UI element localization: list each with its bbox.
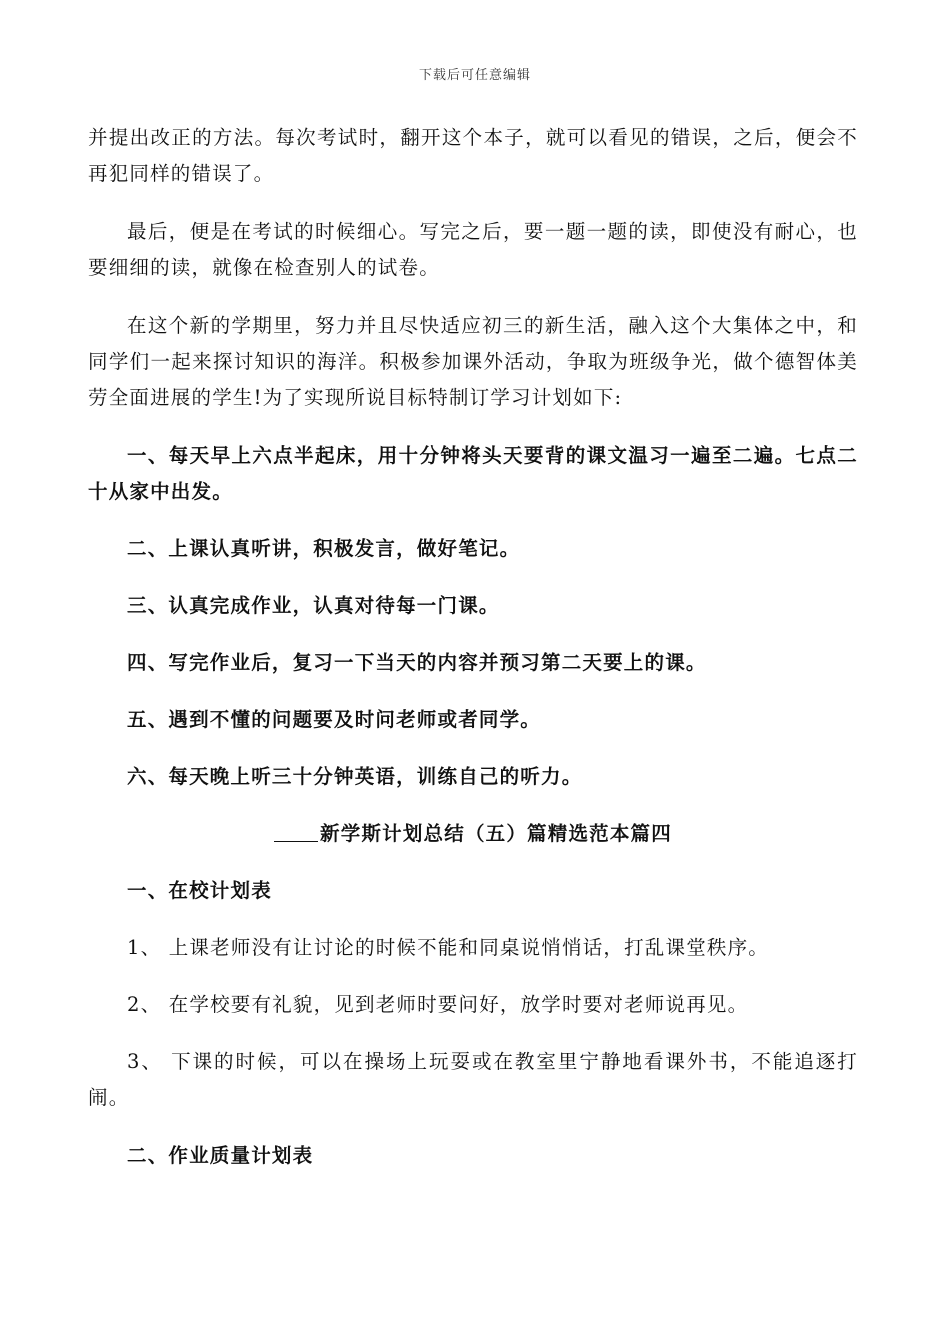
- plan-item-5: 五、遇到不懂的问题要及时问老师或者同学。: [127, 708, 542, 731]
- plan-item-2: 二、上课认真听讲，积极发言，做好笔记。: [127, 537, 521, 560]
- plan-item-1: 一、每天早上六点半起床，用十分钟将头天要背的课文温习一遍至二遍。七点二十从家中出发。: [88, 444, 858, 503]
- school-rule-1: 1、 上课老师没有让讨论的时候不能和同桌说悄悄话，打乱课堂秩序。: [127, 936, 770, 959]
- homework-plan-heading: 二、作业质量计划表: [127, 1144, 314, 1167]
- plan-item-6: 六、每天晚上听三十分钟英语，训练自己的听力。: [127, 765, 583, 788]
- plan-item-3: 三、认真完成作业，认真对待每一门课。: [127, 594, 500, 617]
- page-header: 下载后可任意编辑: [418, 68, 531, 83]
- school-plan-heading: 一、在校计划表: [127, 879, 272, 902]
- document-body: [88, 120, 858, 1174]
- section-title: [88, 816, 858, 852]
- paragraph-new-semester: 在这个新的学期里，努力并且尽快适应初三的新生活，融入这个大集体之中，和同学们一起来探讨知识的海洋。积极参加课外活动，争取为班级争光，做个德智体美劳全面进展的学生!为了实现所说目标特制订学习计划如下:: [88, 314, 858, 409]
- school-rule-2: 2、 在学校要有礼貌，见到老师时要问好，放学时要对老师说再见。: [127, 993, 749, 1016]
- school-rule-3: 3、 下课的时候，可以在操场上玩耍或在教室里宁静地看课外书，不能追逐打闹。: [88, 1050, 858, 1109]
- paragraph-continuation: 并提出改正的方法。每次考试时，翻开这个本子，就可以看见的错误，之后，便会不再犯同样的错误了。: [88, 126, 858, 185]
- paragraph-exam-care: 最后，便是在考试的时候细心。写完之后，要一题一题的读，即使没有耐心，也要细细的读，就像在检查别人的试卷。: [88, 220, 858, 279]
- title-blank-underline: [274, 821, 318, 842]
- section-title-text: 新学斯计划总结（五）篇精选范本篇四: [320, 822, 672, 845]
- plan-item-4: 四、写完作业后，复习一下当天的内容并预习第二天要上的课。: [127, 651, 707, 674]
